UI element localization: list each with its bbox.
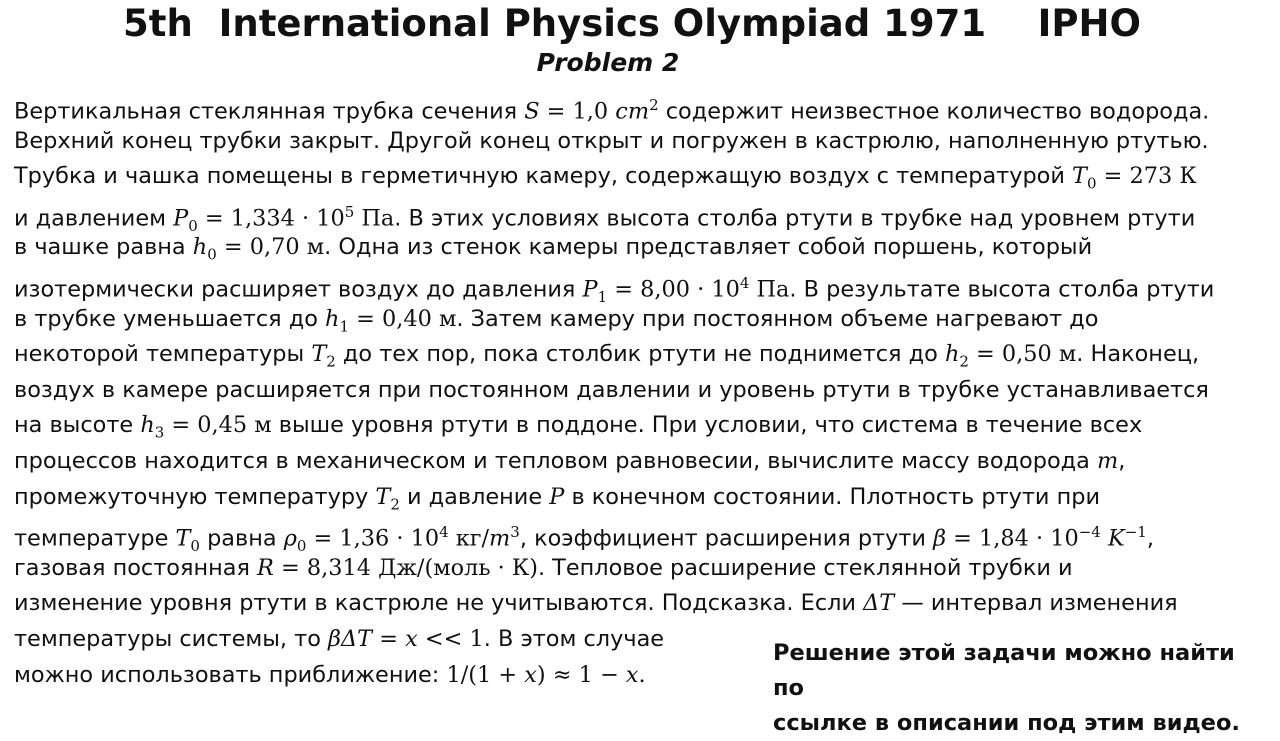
math-segment: m	[489, 525, 511, 552]
math-segment: h	[944, 341, 960, 368]
math-segment: = 1,36 · 10	[306, 525, 440, 552]
text-line	[14, 337, 1276, 373]
text-segment: ,	[1146, 525, 1154, 552]
math-segment: = 8,00 · 10	[607, 276, 740, 303]
text-line	[14, 124, 1276, 160]
text-segment: некоторой температуры	[14, 341, 312, 368]
text-line	[14, 551, 1276, 587]
math-segment: 1	[339, 317, 349, 336]
text-line	[14, 266, 1276, 306]
math-segment: 0	[1086, 174, 1097, 193]
math-segment: ΔT	[863, 590, 895, 617]
math-segment: 2	[959, 352, 969, 371]
text-line	[14, 230, 1276, 266]
text-segment: выше уровня ртути в поддоне. При условии, что система в течение всех	[271, 412, 1143, 439]
math-segment: 3	[154, 423, 165, 442]
text-segment: температуре	[14, 525, 176, 552]
math-segment: = 273 К	[1096, 163, 1197, 190]
text-segment: . Тепловое расширение стеклянной трубки и	[537, 554, 1073, 581]
math-segment: = 1,334 · 10	[197, 205, 345, 232]
math-segment: 0	[190, 537, 200, 556]
math-segment: x	[524, 661, 537, 688]
text-segment: . В результате высота столба ртути	[789, 276, 1215, 303]
text-segment: в конечном состоянии. Плотность ртути при	[564, 483, 1100, 510]
math-segment: T	[175, 525, 191, 552]
math-segment: 2	[326, 352, 336, 371]
math-segment: 2	[390, 495, 400, 513]
math-segment: 0	[296, 537, 307, 556]
math-segment: P	[582, 276, 598, 303]
text-segment: изменение уровня ртути в кастрюле не учитываются. Подсказка. Если	[14, 590, 864, 617]
math-segment: = 0,40 м	[349, 305, 457, 332]
math-segment: P	[549, 483, 565, 510]
math-segment: = 1,84 · 10	[946, 525, 1079, 552]
math-segment: h	[140, 412, 155, 439]
math-segment: кг/	[448, 525, 490, 552]
text-segment: в трубке уменьшается до	[14, 305, 326, 332]
text-segment: до тех пор, пока столбик ртути не поднимется до	[335, 341, 945, 368]
math-segment: 1/(1 +	[446, 661, 525, 688]
math-segment: ρ	[283, 525, 297, 552]
math-segment: T	[311, 341, 327, 368]
text-segment: , коэффициент расширения ртути	[519, 525, 934, 552]
math-segment: 1	[597, 287, 608, 306]
text-line	[14, 159, 1276, 195]
math-segment: h	[325, 305, 340, 332]
text-segment: . В этом случае	[483, 625, 665, 652]
math-segment: = 0,45 м	[164, 412, 272, 439]
text-segment: и давлением	[14, 205, 174, 232]
math-segment: −4	[1078, 523, 1101, 542]
text-line	[14, 480, 1276, 516]
text-segment: Вертикальная стеклянная трубка сечения	[14, 98, 525, 125]
math-segment: = 0,50 м	[968, 341, 1077, 368]
text-segment: . Одна из стенок камеры представляет собой поршень, который	[324, 234, 1093, 261]
math-segment: ) ≈ 1 −	[536, 661, 626, 688]
math-segment: K	[1107, 525, 1125, 552]
text-segment: промежуточную температуру	[14, 483, 376, 510]
math-segment: h	[192, 234, 208, 261]
text-segment: в чашке равна	[14, 234, 193, 261]
math-segment: 0	[207, 245, 217, 264]
math-segment: β	[933, 525, 947, 552]
text-segment: содержит неизвестное количество водорода.	[658, 98, 1210, 125]
text-line	[14, 373, 1276, 409]
text-line	[14, 515, 1276, 556]
math-segment: 0	[188, 216, 198, 235]
math-segment: x	[625, 661, 639, 688]
text-segment: ,	[1118, 447, 1126, 474]
math-segment: 4	[439, 523, 449, 542]
math-segment: 5	[344, 202, 355, 221]
text-segment: . Наконец,	[1076, 341, 1200, 368]
math-segment: = 8,314 Дж/(моль · К)	[273, 554, 538, 581]
solution-note-line: Решение этой задачи можно найти по	[773, 640, 1235, 701]
text-line	[14, 195, 1276, 235]
math-segment: << 1	[417, 625, 484, 652]
page-title: 5th International Physics Olympiad 1971 IPHO	[123, 2, 1141, 45]
math-segment: 2	[649, 96, 659, 114]
math-segment: T	[1072, 163, 1087, 190]
text-line	[14, 444, 1276, 480]
math-segment: = 0,70 м	[216, 234, 325, 261]
text-segment: температуры системы, то	[14, 625, 329, 652]
math-segment: 4	[739, 273, 750, 292]
text-segment: равна	[199, 525, 284, 552]
text-segment: Верхний конец трубки закрыт. Другой конец открыт и погружен в кастрюлю, наполненную ртутью.	[14, 127, 1209, 154]
text-segment: и давление	[399, 483, 550, 510]
text-segment: изотермически расширяет воздух до давления	[14, 276, 583, 303]
text-segment: — интервал изменения	[894, 590, 1178, 617]
text-segment: . В этих условиях высота столба ртути в трубке над уровнем ртути	[394, 205, 1196, 232]
text-line	[14, 586, 1276, 622]
math-segment: S	[524, 98, 540, 125]
problem-statement	[14, 88, 1276, 693]
math-segment: Па	[354, 205, 395, 232]
solution-note	[773, 636, 1273, 741]
math-segment: R	[257, 554, 274, 581]
solution-note-line: ссылке в описании под этим видео.	[773, 710, 1240, 736]
math-segment	[1101, 526, 1108, 552]
text-line	[14, 408, 1276, 444]
math-segment: .	[638, 661, 646, 688]
text-line	[14, 302, 1276, 338]
math-segment: cm	[615, 98, 650, 125]
math-segment: 3	[510, 523, 520, 542]
math-segment: =	[372, 625, 406, 652]
math-segment: Па	[749, 276, 790, 303]
math-segment: T	[375, 483, 391, 510]
text-segment: можно использовать приближение:	[14, 661, 447, 688]
problem-subtitle: Problem 2	[536, 48, 680, 77]
text-segment: газовая постоянная	[14, 554, 258, 581]
text-segment: . Затем камеру при постоянном объеме нагревают до	[456, 305, 1099, 332]
text-line	[14, 88, 1276, 124]
math-segment: m	[1096, 447, 1119, 474]
math-segment: −1	[1124, 523, 1147, 542]
text-segment: на высоте	[14, 412, 141, 439]
math-segment: βΔT	[328, 625, 373, 652]
text-segment: процессов находится в механическом и тепловом равновесии, вычислите массу водорода	[14, 447, 1097, 474]
math-segment: = 1,0	[539, 98, 616, 125]
math-segment: P	[173, 205, 189, 232]
text-segment: Трубка и чашка помещены в герметичную камеру, содержащую воздух с температурой	[14, 163, 1073, 190]
text-segment: воздух в камере расширяется при постоянном давлении и уровень ртути в трубке устанавливается	[14, 376, 1209, 403]
math-segment: x	[405, 625, 418, 652]
